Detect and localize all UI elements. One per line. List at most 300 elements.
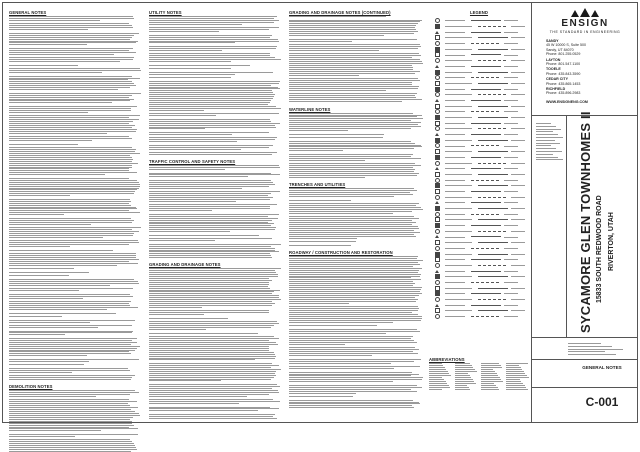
abbreviation-entry xyxy=(481,385,496,386)
abbreviations-heading: ABBREVIATIONS xyxy=(429,357,465,362)
note-text-line xyxy=(289,167,413,168)
note-text-line xyxy=(9,316,62,317)
note-text-line xyxy=(9,147,132,148)
note-text-line xyxy=(289,375,411,376)
note-text-line xyxy=(289,272,418,273)
legend-symbol-icon xyxy=(435,75,440,80)
note-text-line xyxy=(149,37,270,38)
note-text-line xyxy=(149,231,230,232)
legend-symbol-icon xyxy=(435,161,440,166)
note-text-line xyxy=(149,392,279,393)
company-website: WWW.ENSIGNENG.COM xyxy=(546,99,588,104)
legend-linetype xyxy=(471,316,501,317)
note-text-line xyxy=(9,283,139,284)
legend-symbol-icon xyxy=(435,229,440,234)
note-text-line xyxy=(289,387,422,388)
note-text-line xyxy=(9,159,133,160)
note-text-line xyxy=(9,394,130,395)
note-text-line xyxy=(9,407,138,408)
abbreviation-entry xyxy=(455,369,475,370)
legend-linetype xyxy=(478,163,508,164)
note-text-line xyxy=(289,48,418,49)
note-text-line xyxy=(289,50,379,51)
note-text-line xyxy=(9,411,135,412)
note-text-line xyxy=(149,272,276,273)
logo-mountains-icon xyxy=(571,7,599,17)
note-text-line xyxy=(289,322,393,323)
note-text-line xyxy=(149,48,276,49)
legend-symbol-icon xyxy=(435,58,440,63)
note-text-line xyxy=(9,436,75,437)
note-text-line xyxy=(9,353,131,354)
note-text-line xyxy=(9,123,129,124)
note-text-line xyxy=(289,218,419,219)
note-text-line xyxy=(289,359,421,360)
note-text-line xyxy=(9,108,131,109)
note-text-line xyxy=(289,374,419,375)
note-text-line xyxy=(289,21,420,22)
abbreviation-entry xyxy=(429,365,443,366)
note-text-line xyxy=(9,191,135,192)
note-text-line xyxy=(9,65,78,66)
legend-symbol-icon xyxy=(435,235,439,238)
note-text-line xyxy=(9,59,133,60)
abbreviation-entry xyxy=(455,371,477,372)
note-text-line xyxy=(289,16,386,17)
legend-symbol-icon xyxy=(435,92,440,97)
title-block-text-line xyxy=(536,143,560,144)
divider xyxy=(532,359,638,360)
legend-symbol-icon xyxy=(435,104,440,109)
note-text-line xyxy=(289,355,372,356)
note-text-line xyxy=(9,231,139,232)
note-text-line xyxy=(149,255,271,256)
note-text-line xyxy=(289,90,386,91)
note-text-line xyxy=(289,99,422,100)
note-text-line xyxy=(149,127,276,128)
note-text-line xyxy=(289,316,422,317)
note-text-line xyxy=(9,78,140,79)
note-text-line xyxy=(289,211,412,212)
note-text-line xyxy=(9,296,133,297)
note-text-line xyxy=(149,31,219,32)
note-text-line xyxy=(9,188,139,189)
abbreviation-entry xyxy=(455,373,468,374)
note-text-line xyxy=(9,425,134,426)
note-text-line xyxy=(9,208,137,209)
title-block-text-line xyxy=(568,343,601,344)
note-text-line xyxy=(149,238,272,239)
note-text-line xyxy=(149,379,271,380)
note-text-line xyxy=(149,386,280,387)
note-text-line xyxy=(9,29,88,30)
legend-symbol-icon xyxy=(435,270,439,273)
note-text-line xyxy=(149,222,268,223)
note-text-line xyxy=(289,203,419,204)
legend-symbol-icon xyxy=(435,314,440,319)
note-text-line xyxy=(149,274,278,275)
note-text-line xyxy=(149,46,277,47)
note-text-line xyxy=(149,123,280,124)
waterline-notes-text xyxy=(289,113,423,180)
legend-symbol-icon xyxy=(435,206,440,211)
grading-continued-column xyxy=(289,8,423,408)
trenches-heading: TRENCHES AND UTILITIES xyxy=(289,182,346,188)
legend-linetype xyxy=(471,214,501,215)
note-text-line xyxy=(289,320,421,321)
legend-symbol-icon xyxy=(435,70,440,75)
note-text-line xyxy=(149,42,235,43)
abbreviation-entry xyxy=(429,379,444,380)
note-text-line xyxy=(9,99,134,100)
note-text-line xyxy=(9,199,130,200)
legend-symbol-icon xyxy=(435,201,439,204)
note-text-line xyxy=(289,115,422,116)
note-text-line xyxy=(149,128,205,129)
note-text-line xyxy=(9,151,135,152)
note-text-line xyxy=(9,20,100,21)
note-text-line xyxy=(149,72,273,73)
legend-symbol-icon xyxy=(435,286,440,291)
note-text-line xyxy=(149,410,258,411)
note-text-line xyxy=(149,342,276,343)
note-text-line xyxy=(149,390,278,391)
legend-symbol-icon xyxy=(435,65,439,68)
note-text-line xyxy=(149,401,280,402)
note-text-line xyxy=(149,344,278,345)
note-text-line xyxy=(289,402,419,403)
note-text-line xyxy=(9,447,136,448)
note-text-line xyxy=(289,154,413,155)
note-text-line xyxy=(149,384,277,385)
note-text-line xyxy=(9,212,140,213)
note-text-line xyxy=(149,115,216,116)
note-text-line xyxy=(9,275,69,276)
note-text-line xyxy=(9,375,135,376)
note-text-line xyxy=(289,95,415,96)
abbreviation-entry xyxy=(429,377,442,378)
legend-symbol-icon xyxy=(435,133,439,136)
abbreviation-entry xyxy=(455,379,473,380)
note-text-line xyxy=(289,73,415,74)
legend-linetype xyxy=(471,180,501,181)
note-text-line xyxy=(149,225,271,226)
legend-linetype xyxy=(478,288,508,289)
abbreviation-entry xyxy=(481,371,496,372)
note-text-line xyxy=(149,193,271,194)
title-block-text-line xyxy=(536,140,555,141)
note-text-line xyxy=(149,119,270,120)
note-text-line xyxy=(149,229,275,230)
utility-notes-text xyxy=(149,16,281,155)
note-text-line xyxy=(9,186,140,187)
note-text-line xyxy=(9,155,130,156)
abbreviation-entry xyxy=(429,383,447,384)
note-text-line xyxy=(289,137,383,138)
legend-heading: LEGEND xyxy=(469,10,489,15)
note-text-line xyxy=(149,244,281,245)
abbreviation-entry xyxy=(481,367,503,368)
legend-linetype xyxy=(471,259,501,260)
note-text-line xyxy=(289,314,418,315)
note-text-line xyxy=(149,29,269,30)
note-text-line xyxy=(9,54,114,55)
note-text-line xyxy=(289,80,420,81)
title-block-text-line xyxy=(536,157,558,158)
note-text-line xyxy=(149,182,273,183)
abbreviation-entry xyxy=(429,369,446,370)
abbreviation-entry xyxy=(429,381,446,382)
note-text-line xyxy=(289,220,412,221)
note-text-line xyxy=(149,22,274,23)
legend-linetype xyxy=(471,271,501,272)
office-richfield-name: RICHFIELD xyxy=(546,87,566,92)
note-text-line xyxy=(9,100,130,101)
office-sandy-line: 45 W 10000 S, Suite 500 xyxy=(546,43,586,48)
legend-linetype xyxy=(471,66,501,67)
note-text-line xyxy=(289,405,412,406)
note-text-line xyxy=(149,363,272,364)
note-text-line xyxy=(9,207,136,208)
note-text-line xyxy=(289,46,421,47)
abbreviation-entry xyxy=(506,363,527,364)
note-text-line xyxy=(289,173,419,174)
note-text-line xyxy=(289,366,420,367)
note-text-line xyxy=(9,428,138,429)
note-text-line xyxy=(9,399,129,400)
note-text-line xyxy=(9,161,132,162)
note-text-line xyxy=(9,298,83,299)
note-text-line xyxy=(289,224,412,225)
title-block-text-line xyxy=(536,151,562,152)
note-text-line xyxy=(9,157,132,158)
note-text-line xyxy=(289,55,421,56)
note-text-line xyxy=(289,336,413,337)
legend-symbol-icon xyxy=(435,195,440,200)
note-text-line xyxy=(149,270,275,271)
note-text-line xyxy=(289,285,413,286)
note-text-line xyxy=(289,205,416,206)
note-text-line xyxy=(9,242,139,243)
title-block-text-line xyxy=(568,351,605,352)
abbreviation-entry xyxy=(455,385,468,386)
note-text-line xyxy=(289,150,343,151)
legend-linetype xyxy=(471,20,501,21)
roadway-heading: ROADWAY / CONSTRUCTION AND RESTORATION xyxy=(289,250,393,256)
abbreviations xyxy=(429,355,529,390)
note-text-line xyxy=(149,92,273,93)
note-text-line xyxy=(289,241,356,242)
note-text-line xyxy=(9,359,139,360)
note-text-line xyxy=(9,285,110,286)
note-text-line xyxy=(9,97,129,98)
note-text-line xyxy=(149,96,274,97)
note-text-line xyxy=(149,321,277,322)
abbreviation-entry xyxy=(481,373,497,374)
note-text-line xyxy=(149,414,275,415)
note-text-line xyxy=(289,260,423,261)
legend-linetype xyxy=(478,106,508,107)
note-text-line xyxy=(9,61,120,62)
abbreviation-entry xyxy=(481,389,500,390)
general-notes-text xyxy=(9,16,141,380)
note-text-line xyxy=(289,400,413,401)
note-text-line xyxy=(149,325,274,326)
office-layton-name: LAYTON xyxy=(546,57,561,62)
note-text-line xyxy=(9,210,129,211)
abbreviation-entry xyxy=(481,381,504,382)
note-text-line xyxy=(289,342,417,343)
abbreviation-entry xyxy=(481,383,495,384)
sheet-title: GENERAL NOTES xyxy=(582,365,622,370)
note-text-line xyxy=(9,79,128,80)
note-text-line xyxy=(289,232,420,233)
note-text-line xyxy=(289,340,414,341)
note-text-line xyxy=(149,180,271,181)
note-text-line xyxy=(289,71,420,72)
note-text-line xyxy=(149,59,281,60)
legend-symbol-icon xyxy=(435,52,440,57)
note-text-line xyxy=(149,147,269,148)
legend-symbol-icon xyxy=(435,252,440,257)
note-text-line xyxy=(9,246,70,247)
legend-linetype xyxy=(471,202,501,203)
legend-rows xyxy=(431,18,527,319)
note-text-line xyxy=(9,48,133,49)
note-text-line xyxy=(149,85,271,86)
note-text-line xyxy=(149,333,258,334)
note-text-line xyxy=(9,218,131,219)
note-text-line xyxy=(149,173,271,174)
office-layton-phone: Phone: 801.547.1100 xyxy=(546,62,581,67)
legend-symbol-icon xyxy=(435,126,440,131)
legend-symbol-icon xyxy=(435,257,440,262)
demolition-notes-text xyxy=(9,390,141,452)
legend-linetype xyxy=(471,111,501,112)
note-text-line xyxy=(9,106,137,107)
note-text-line xyxy=(149,65,250,66)
note-text-line xyxy=(9,129,137,130)
note-text-line xyxy=(149,53,270,54)
note-text-line xyxy=(149,227,276,228)
note-text-line xyxy=(9,279,134,280)
utility-notes-heading: UTILITY NOTES xyxy=(149,10,182,15)
note-text-line xyxy=(149,169,225,170)
abbreviation-entry xyxy=(455,365,472,366)
legend-symbol-icon xyxy=(435,35,440,40)
note-text-line xyxy=(9,439,130,440)
note-text-line xyxy=(149,403,239,404)
abbreviation-entry xyxy=(429,375,451,376)
abbreviation-entry xyxy=(506,385,524,386)
note-text-line xyxy=(9,368,128,369)
note-text-line xyxy=(289,124,418,125)
note-text-line xyxy=(9,332,132,333)
note-text-line xyxy=(289,207,421,208)
note-text-line xyxy=(289,134,384,135)
legend-symbol-icon xyxy=(435,223,440,228)
note-text-line xyxy=(149,223,274,224)
note-text-line xyxy=(149,367,271,368)
note-text-line xyxy=(289,93,417,94)
note-text-line xyxy=(9,203,129,204)
note-text-line xyxy=(9,133,107,134)
note-text-line xyxy=(149,408,279,409)
note-text-line xyxy=(289,171,414,172)
note-text-line xyxy=(9,350,135,351)
note-text-line xyxy=(149,167,280,168)
note-text-line xyxy=(9,253,136,254)
note-text-line xyxy=(9,342,137,343)
note-text-line xyxy=(9,370,130,371)
note-text-line xyxy=(289,264,420,265)
note-text-line xyxy=(149,280,272,281)
note-text-line xyxy=(149,191,280,192)
note-text-line xyxy=(149,214,279,215)
legend-linetype xyxy=(478,83,508,84)
note-text-line xyxy=(289,226,418,227)
note-text-line xyxy=(289,245,351,246)
note-text-line xyxy=(149,61,231,62)
client-info-text xyxy=(536,123,566,160)
title-block-text-line xyxy=(536,129,561,130)
note-text-line xyxy=(149,305,272,306)
note-text-line xyxy=(9,16,133,17)
note-text-line xyxy=(9,72,102,73)
note-text-line xyxy=(149,134,232,135)
note-text-line xyxy=(149,329,206,330)
abbreviation-entry xyxy=(481,387,498,388)
note-text-line xyxy=(149,371,276,372)
legend-linetype xyxy=(478,94,508,95)
legend-linetype xyxy=(471,236,501,237)
legend-symbol-icon xyxy=(435,304,439,307)
legend-linetype xyxy=(471,305,501,306)
note-text-line xyxy=(149,399,273,400)
office-sandy-phone: Phone: 801.255.0529 xyxy=(546,52,581,57)
legend-item xyxy=(431,314,527,320)
note-text-line xyxy=(149,257,272,258)
note-text-line xyxy=(289,41,352,42)
note-text-line xyxy=(149,154,272,155)
title-block-text-line xyxy=(536,123,551,124)
note-text-line xyxy=(149,373,275,374)
note-text-line xyxy=(289,234,414,235)
legend-symbol-icon xyxy=(435,81,440,86)
legend-linetype xyxy=(478,242,508,243)
note-text-line xyxy=(149,394,269,395)
logo-tagline: THE STANDARD IN ENGINEERING xyxy=(549,30,621,34)
legend-linetype xyxy=(471,134,501,135)
abbreviation-entry xyxy=(506,365,519,366)
sheet-number: C-001 xyxy=(585,395,619,409)
office-tooele-name: TOOELE xyxy=(546,67,561,72)
note-text-line xyxy=(149,16,277,17)
note-text-line xyxy=(9,83,134,84)
note-text-line xyxy=(9,288,133,289)
note-text-line xyxy=(149,55,270,56)
note-text-line xyxy=(9,121,133,122)
note-text-line xyxy=(9,41,138,42)
note-text-line xyxy=(9,379,131,380)
note-text-line xyxy=(9,250,113,251)
title-block-text-line xyxy=(536,126,556,127)
legend-linetype xyxy=(471,123,501,124)
legend-symbol-icon xyxy=(435,143,440,148)
note-text-line xyxy=(9,338,137,339)
grading-continued-text xyxy=(289,16,423,104)
abbreviation-entry xyxy=(481,369,494,370)
